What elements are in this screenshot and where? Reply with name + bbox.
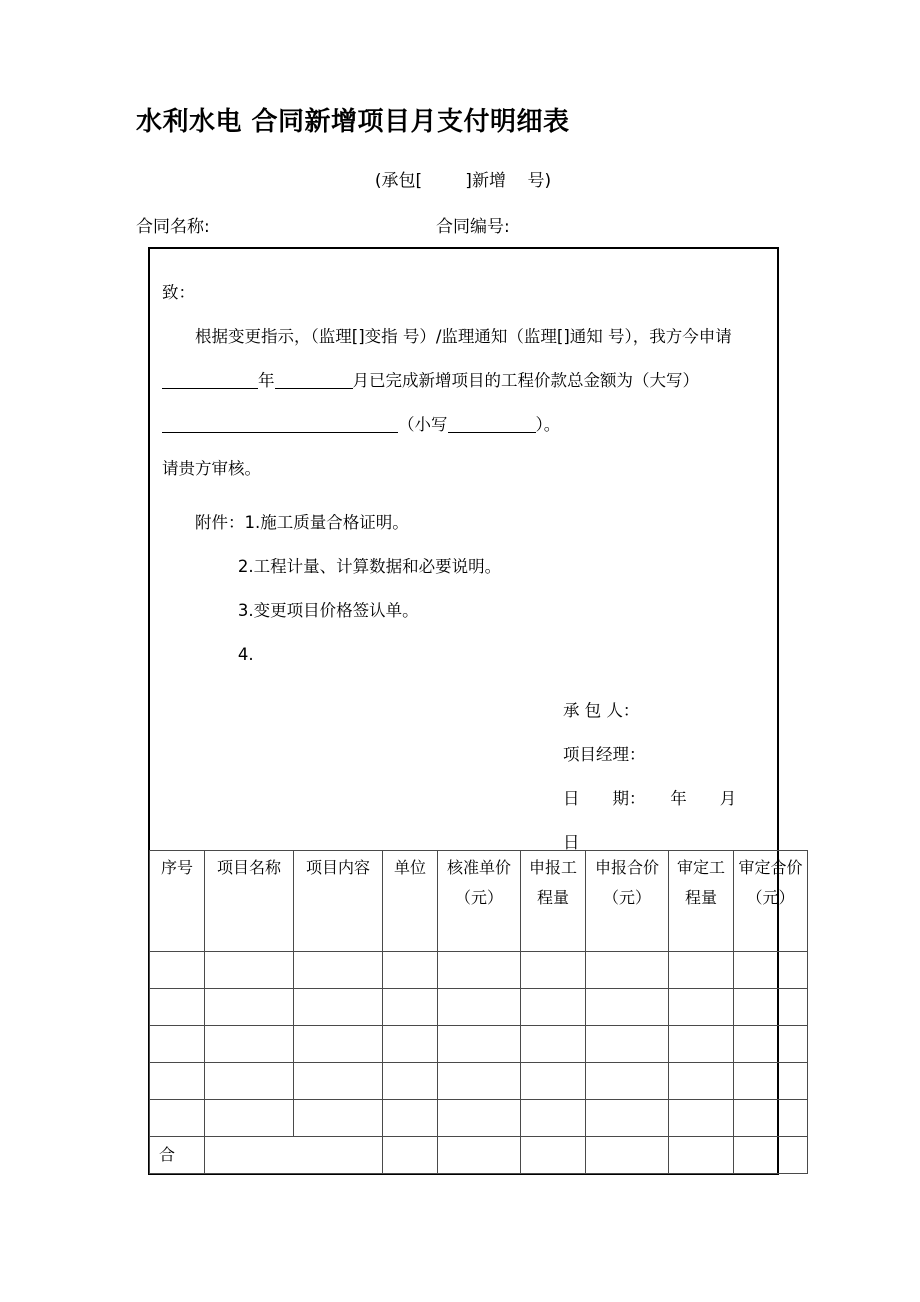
column-header-unit: 单位 — [383, 851, 438, 952]
request-part-5: 月已完成新增项目的工程价款总金额为（大写） — [352, 371, 699, 390]
cell-index[interactable] — [150, 1026, 205, 1063]
table-row — [150, 1063, 808, 1100]
signature-date-tail: 日 — [562, 833, 580, 852]
summary-cell-merged-name-content[interactable] — [205, 1137, 383, 1174]
cell-approved-unit-price[interactable] — [438, 952, 521, 989]
cell-index[interactable] — [150, 989, 205, 1026]
cell-unit[interactable] — [383, 989, 438, 1026]
cell-unit[interactable] — [383, 952, 438, 989]
cell-audited-quantity[interactable] — [669, 989, 734, 1026]
cell-item-content[interactable] — [294, 1026, 383, 1063]
table-row — [150, 989, 808, 1026]
cell-declared-quantity[interactable] — [521, 989, 586, 1026]
letter-body — [150, 249, 781, 865]
column-header-item-name: 项目名称 — [205, 851, 294, 952]
table-row — [150, 952, 808, 989]
contract-code-label: 合同编号: — [436, 217, 510, 237]
cell-audited-total[interactable] — [734, 989, 808, 1026]
cell-item-content[interactable] — [294, 1063, 383, 1100]
cell-audited-quantity[interactable] — [669, 952, 734, 989]
summary-cell-unit[interactable] — [383, 1137, 438, 1174]
cell-declared-quantity[interactable] — [521, 1063, 586, 1100]
cell-audited-total[interactable] — [734, 952, 808, 989]
cell-declared-total[interactable] — [586, 1100, 669, 1137]
cell-item-name[interactable] — [205, 1063, 294, 1100]
attachment-item-2: 2.工程计量、计算数据和必要说明。 — [237, 557, 502, 576]
column-header-item-content: 项目内容 — [294, 851, 383, 952]
cell-declared-quantity[interactable] — [521, 1100, 586, 1137]
request-part-3: ]通知 号），我方今申请 — [563, 327, 732, 346]
attachment-item-3: 3.变更项目价格签认单。 — [237, 601, 419, 620]
cell-declared-total[interactable] — [586, 1026, 669, 1063]
cell-audited-total[interactable] — [734, 1100, 808, 1137]
cell-index[interactable] — [150, 1100, 205, 1137]
cell-item-content[interactable] — [294, 1100, 383, 1137]
page-title: 水利水电 合同新增项目月支付明细表 — [136, 107, 570, 137]
cell-approved-unit-price[interactable] — [438, 1100, 521, 1137]
review-request-line: 请贵方审核。 — [162, 459, 261, 478]
cell-declared-quantity[interactable] — [521, 952, 586, 989]
cell-item-content[interactable] — [294, 989, 383, 1026]
cell-audited-total[interactable] — [734, 1063, 808, 1100]
cell-audited-quantity[interactable] — [669, 1026, 734, 1063]
amount-words-blank-field[interactable] — [162, 432, 398, 433]
signature-date-line: 日 期： 年 月 — [562, 789, 737, 808]
summary-cell-declared-quantity[interactable] — [521, 1137, 586, 1174]
cell-audited-quantity[interactable] — [669, 1063, 734, 1100]
cell-approved-unit-price[interactable] — [438, 1063, 521, 1100]
year-blank-field[interactable] — [162, 388, 258, 389]
cell-index[interactable] — [150, 1063, 205, 1100]
form-frame — [148, 247, 803, 1175]
contract-name-label: 合同名称: — [136, 217, 210, 237]
request-part-1: 根据变更指示，（监理[ — [195, 327, 359, 346]
cell-declared-total[interactable] — [586, 952, 669, 989]
column-header-audited-quantity: 审定工程量 — [669, 851, 734, 952]
attachment-item-1: 附件：1.施工质量合格证明。 — [195, 513, 409, 532]
table-header-row — [150, 851, 808, 952]
cell-unit[interactable] — [383, 1063, 438, 1100]
cell-audited-quantity[interactable] — [669, 1100, 734, 1137]
cell-approved-unit-price[interactable] — [438, 1026, 521, 1063]
column-header-declared-total: 申报合价（元） — [586, 851, 669, 952]
request-part-4: 年 — [258, 371, 275, 390]
column-header-index: 序号 — [150, 851, 205, 952]
contractor-signature-line: 承 包 人： — [562, 701, 640, 720]
attachment-item-4: 4. — [237, 645, 254, 664]
summary-cell-approved-unit-price[interactable] — [438, 1137, 521, 1174]
cell-audited-total[interactable] — [734, 1026, 808, 1063]
request-part-7: ）。 — [535, 415, 561, 434]
page-subtitle: (承包[ ]新增 号) — [374, 171, 552, 191]
summary-cell-declared-total[interactable] — [586, 1137, 669, 1174]
signature-block — [162, 689, 777, 865]
table-row — [150, 1100, 808, 1137]
cell-declared-quantity[interactable] — [521, 1026, 586, 1063]
summary-cell-audited-quantity[interactable] — [669, 1137, 734, 1174]
column-header-approved-unit-price: 核准单价（元） — [438, 851, 521, 952]
payment-detail-table — [149, 850, 808, 1174]
cell-item-name[interactable] — [205, 1100, 294, 1137]
cell-item-name[interactable] — [205, 952, 294, 989]
summary-cell-audited-total[interactable] — [734, 1137, 808, 1174]
cell-index[interactable] — [150, 952, 205, 989]
table-row — [150, 1026, 808, 1063]
column-header-audited-total: 审定合价（元） — [734, 851, 808, 952]
cell-unit[interactable] — [383, 1100, 438, 1137]
request-part-2: ]变指 号）/监理通知（监理[ — [358, 327, 564, 346]
month-blank-field[interactable] — [275, 388, 353, 389]
request-paragraph — [162, 315, 777, 447]
column-header-declared-quantity: 申报工程量 — [521, 851, 586, 952]
cell-approved-unit-price[interactable] — [438, 989, 521, 1026]
cell-unit[interactable] — [383, 1026, 438, 1063]
cell-item-name[interactable] — [205, 989, 294, 1026]
cell-declared-total[interactable] — [586, 989, 669, 1026]
cell-item-name[interactable] — [205, 1026, 294, 1063]
request-part-6: （小写 — [398, 415, 448, 434]
amount-figures-blank-field[interactable] — [448, 432, 536, 433]
summary-label-cell: 合 — [150, 1137, 205, 1174]
cell-item-content[interactable] — [294, 952, 383, 989]
attachment-list — [162, 501, 777, 677]
addressee-line: 致： — [162, 283, 195, 302]
table-summary-row — [150, 1137, 808, 1174]
cell-declared-total[interactable] — [586, 1063, 669, 1100]
project-manager-line: 项目经理： — [562, 745, 646, 764]
